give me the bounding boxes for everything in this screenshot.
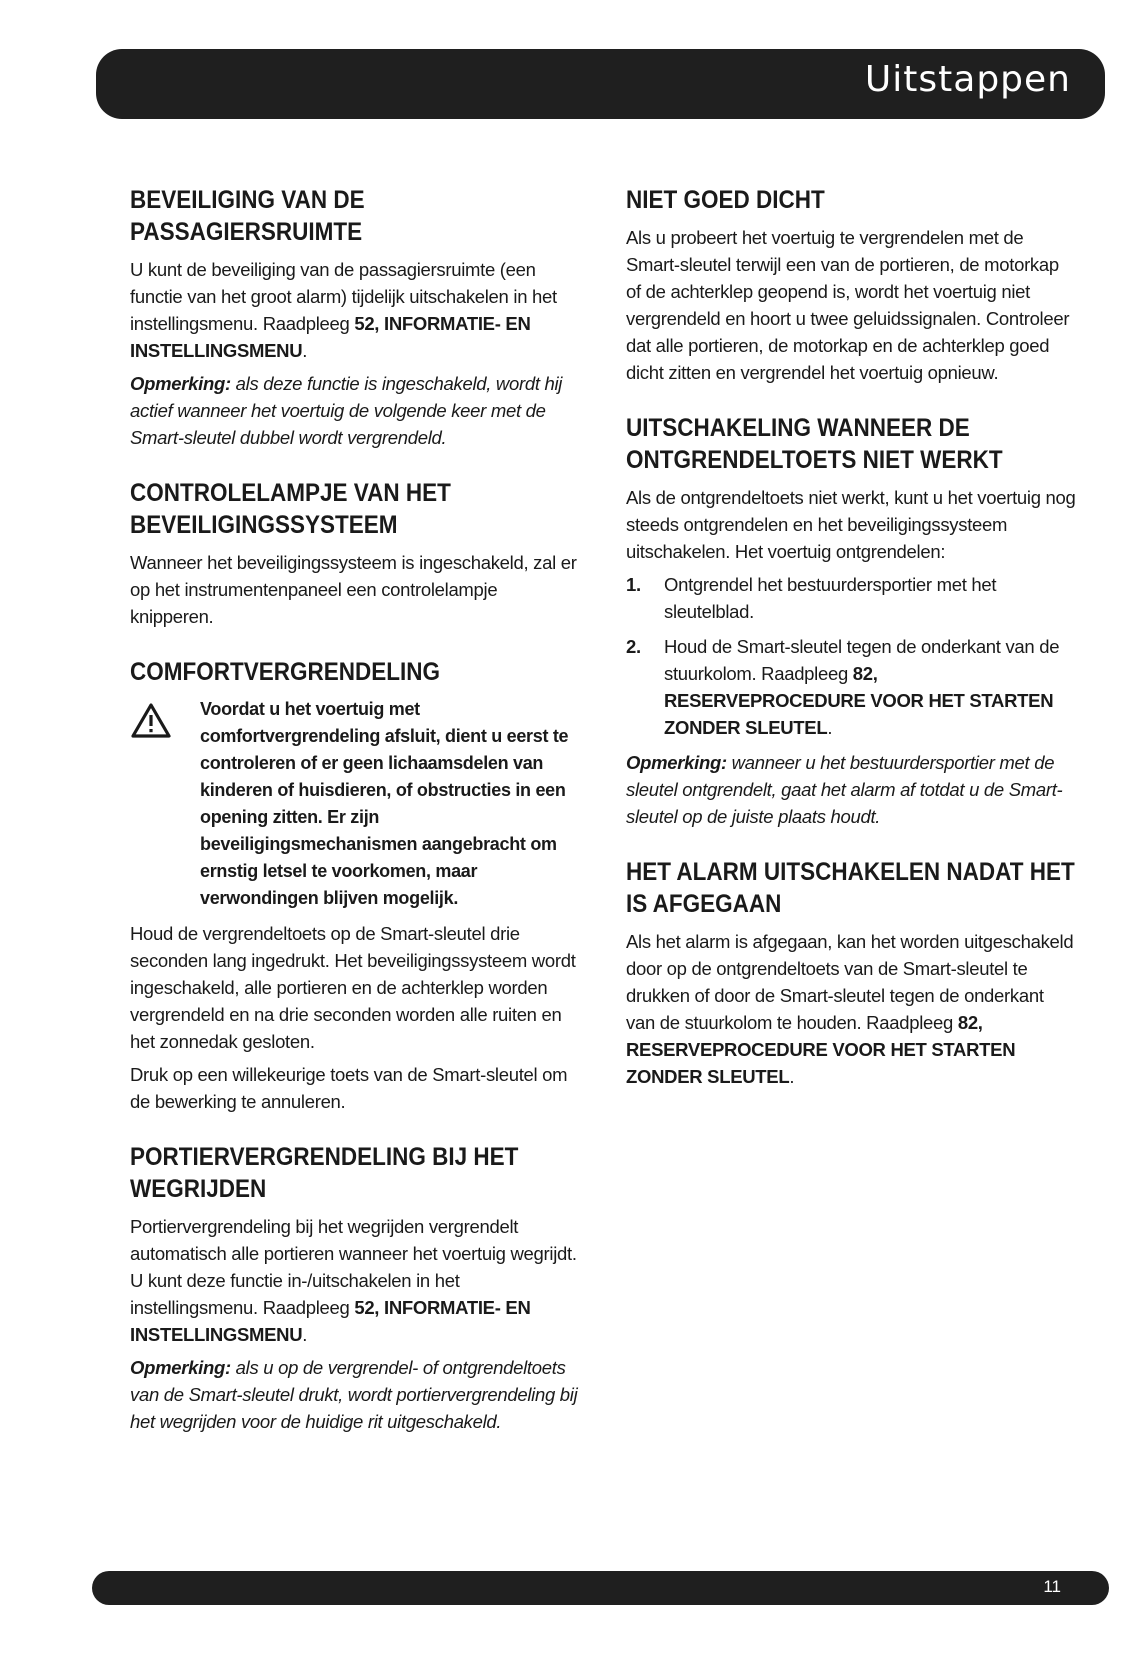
cross-reference[interactable]: 52, INFORMATIE- EN INSTELLINGSMENU bbox=[130, 313, 531, 361]
warning-text: Voordat u het voertuig met comfortvergrendeling afsluit, dient u eerst te controleren of er geen lichaamsdelen van kinderen of huisdieren, of obstructies in een opening zitten. Er zijn beveiligingsmechanismen aangebracht om ernstig letsel te voorkomen, maar verwondingen blijven mogelijk. bbox=[200, 699, 569, 908]
section-heading: HET ALARM UITSCHAKELEN NADAT HET IS AFGEGAAN bbox=[626, 858, 1075, 918]
section-disable-alarm bbox=[626, 856, 1076, 1090]
section-body: Als de ontgrendeltoets niet werkt, kunt u het voertuig nog steeds ontgrendelen en het beveiligingssysteem uitschakelen. Het voertuig ontgrendelen: bbox=[626, 487, 1076, 562]
note: Opmerking: als u op de vergrendel- of ontgrendeltoets van de Smart-sleutel drukt, wordt portiervergrendeling bij het wegrijden voor de huidige rit uitgeschakeld. bbox=[130, 1357, 578, 1432]
section-unlock-button-failure bbox=[626, 412, 1076, 830]
section-comfort-locking bbox=[130, 656, 578, 1115]
section-security-indicator bbox=[130, 477, 578, 630]
right-column bbox=[626, 184, 1076, 1116]
page-number: 11 bbox=[1043, 1577, 1061, 1596]
left-column bbox=[130, 184, 578, 1461]
section-heading: UITSCHAKELING WANNEER DE ONTGRENDELTOETS NIET WERKT bbox=[626, 414, 1003, 474]
section-heading: CONTROLELAMPJE VAN HET BEVEILIGINGSSYSTEEM bbox=[130, 479, 451, 539]
section-body: Portiervergrendeling bij het wegrijden vergrendelt automatisch alle portieren wanneer het voertuig wegrijdt. U kunt deze functie in-/uitschakelen in het instellingsmenu. Raadpleeg 52, INFORMATIE- EN INSTELLINGSMENU. bbox=[130, 1216, 577, 1345]
note: Opmerking: wanneer u het bestuurdersportier met de sleutel ontgrendelt, gaat het alarm af totdat u de Smart-sleutel op de juiste plaats houdt. bbox=[626, 752, 1063, 827]
section-body: Als u probeert het voertuig te vergrendelen met de Smart-sleutel terwijl een van de portieren, de motorkap of de achterklep geopend is, wordt het voertuig niet vergrendeld en hoort u twee geluidssignalen. Controleer dat alle portieren, de motorkap en de achterklep goed dicht zitten en vergrendel het voertuig opnieuw. bbox=[626, 227, 1070, 383]
warning-block bbox=[130, 696, 578, 912]
warning-triangle-icon bbox=[130, 702, 172, 740]
cross-reference[interactable]: 52, INFORMATIE- EN INSTELLINGSMENU bbox=[130, 1297, 531, 1345]
page-title: Uitstappen bbox=[864, 59, 1071, 100]
section-not-closed bbox=[626, 184, 1076, 386]
list-item: 1. Ontgrendel het bestuurdersportier met het sleutelblad. bbox=[626, 574, 997, 622]
note: Opmerking: als deze functie is ingeschakeld, wordt hij actief wanneer het voertuig de volgende keer met de Smart-sleutel dubbel wordt vergrendeld. bbox=[130, 373, 563, 448]
section-body: Wanneer het beveiligingssysteem is ingeschakeld, zal er op het instrumentenpaneel een controlelampje knipperen. bbox=[130, 552, 577, 627]
section-body: Als het alarm is afgegaan, kan het worden uitgeschakeld door op de ontgrendeltoets van de Smart-sleutel te drukken of door de Smart-sleutel tegen de onderkant van de stuurkolom te houden. Raadpleeg 82, RESERVEPROCEDURE VOOR HET STARTEN ZONDER SLEUTEL. bbox=[626, 931, 1074, 1087]
section-body: Druk op een willekeurige toets van de Smart-sleutel om de bewerking te annuleren. bbox=[130, 1064, 568, 1112]
section-passenger-protection bbox=[130, 184, 578, 451]
section-heading: BEVEILIGING VAN DE PASSAGIERSRUIMTE bbox=[130, 186, 365, 246]
section-body: Houd de vergrendeltoets op de Smart-sleutel drie seconden lang ingedrukt. Het beveiligingssysteem wordt ingeschakeld, alle portieren en de achterklep worden vergrendeld en na drie seconden worden alle ruiten en het zonnedak gesloten. bbox=[130, 923, 576, 1052]
cross-reference[interactable]: 82, RESERVEPROCEDURE VOOR HET STARTEN ZONDER SLEUTEL bbox=[664, 663, 1054, 738]
list-item: 2. Houd de Smart-sleutel tegen de onderkant van de stuurkolom. Raadpleeg 82, RESERVEPROCEDURE VOOR HET STARTEN ZONDER SLEUTEL. bbox=[626, 636, 1060, 738]
steps-list bbox=[626, 571, 1076, 741]
cross-reference[interactable]: 82, RESERVEPROCEDURE VOOR HET STARTEN ZONDER SLEUTEL bbox=[626, 1012, 1016, 1087]
section-heading: PORTIERVERGRENDELING BIJ HET WEGRIJDEN bbox=[130, 1143, 519, 1203]
footer-bar bbox=[92, 1571, 1109, 1605]
section-heading: NIET GOED DICHT bbox=[626, 186, 825, 214]
section-heading: COMFORTVERGRENDELING bbox=[130, 658, 441, 686]
header-bar bbox=[96, 49, 1105, 119]
section-body: U kunt de beveiliging van de passagiersruimte (een functie van het groot alarm) tijdelijk uitschakelen in het instellingsmenu. Raadpleeg 52, INFORMATIE- EN INSTELLINGSMENU. bbox=[130, 259, 557, 361]
section-drive-away-locking bbox=[130, 1141, 578, 1435]
